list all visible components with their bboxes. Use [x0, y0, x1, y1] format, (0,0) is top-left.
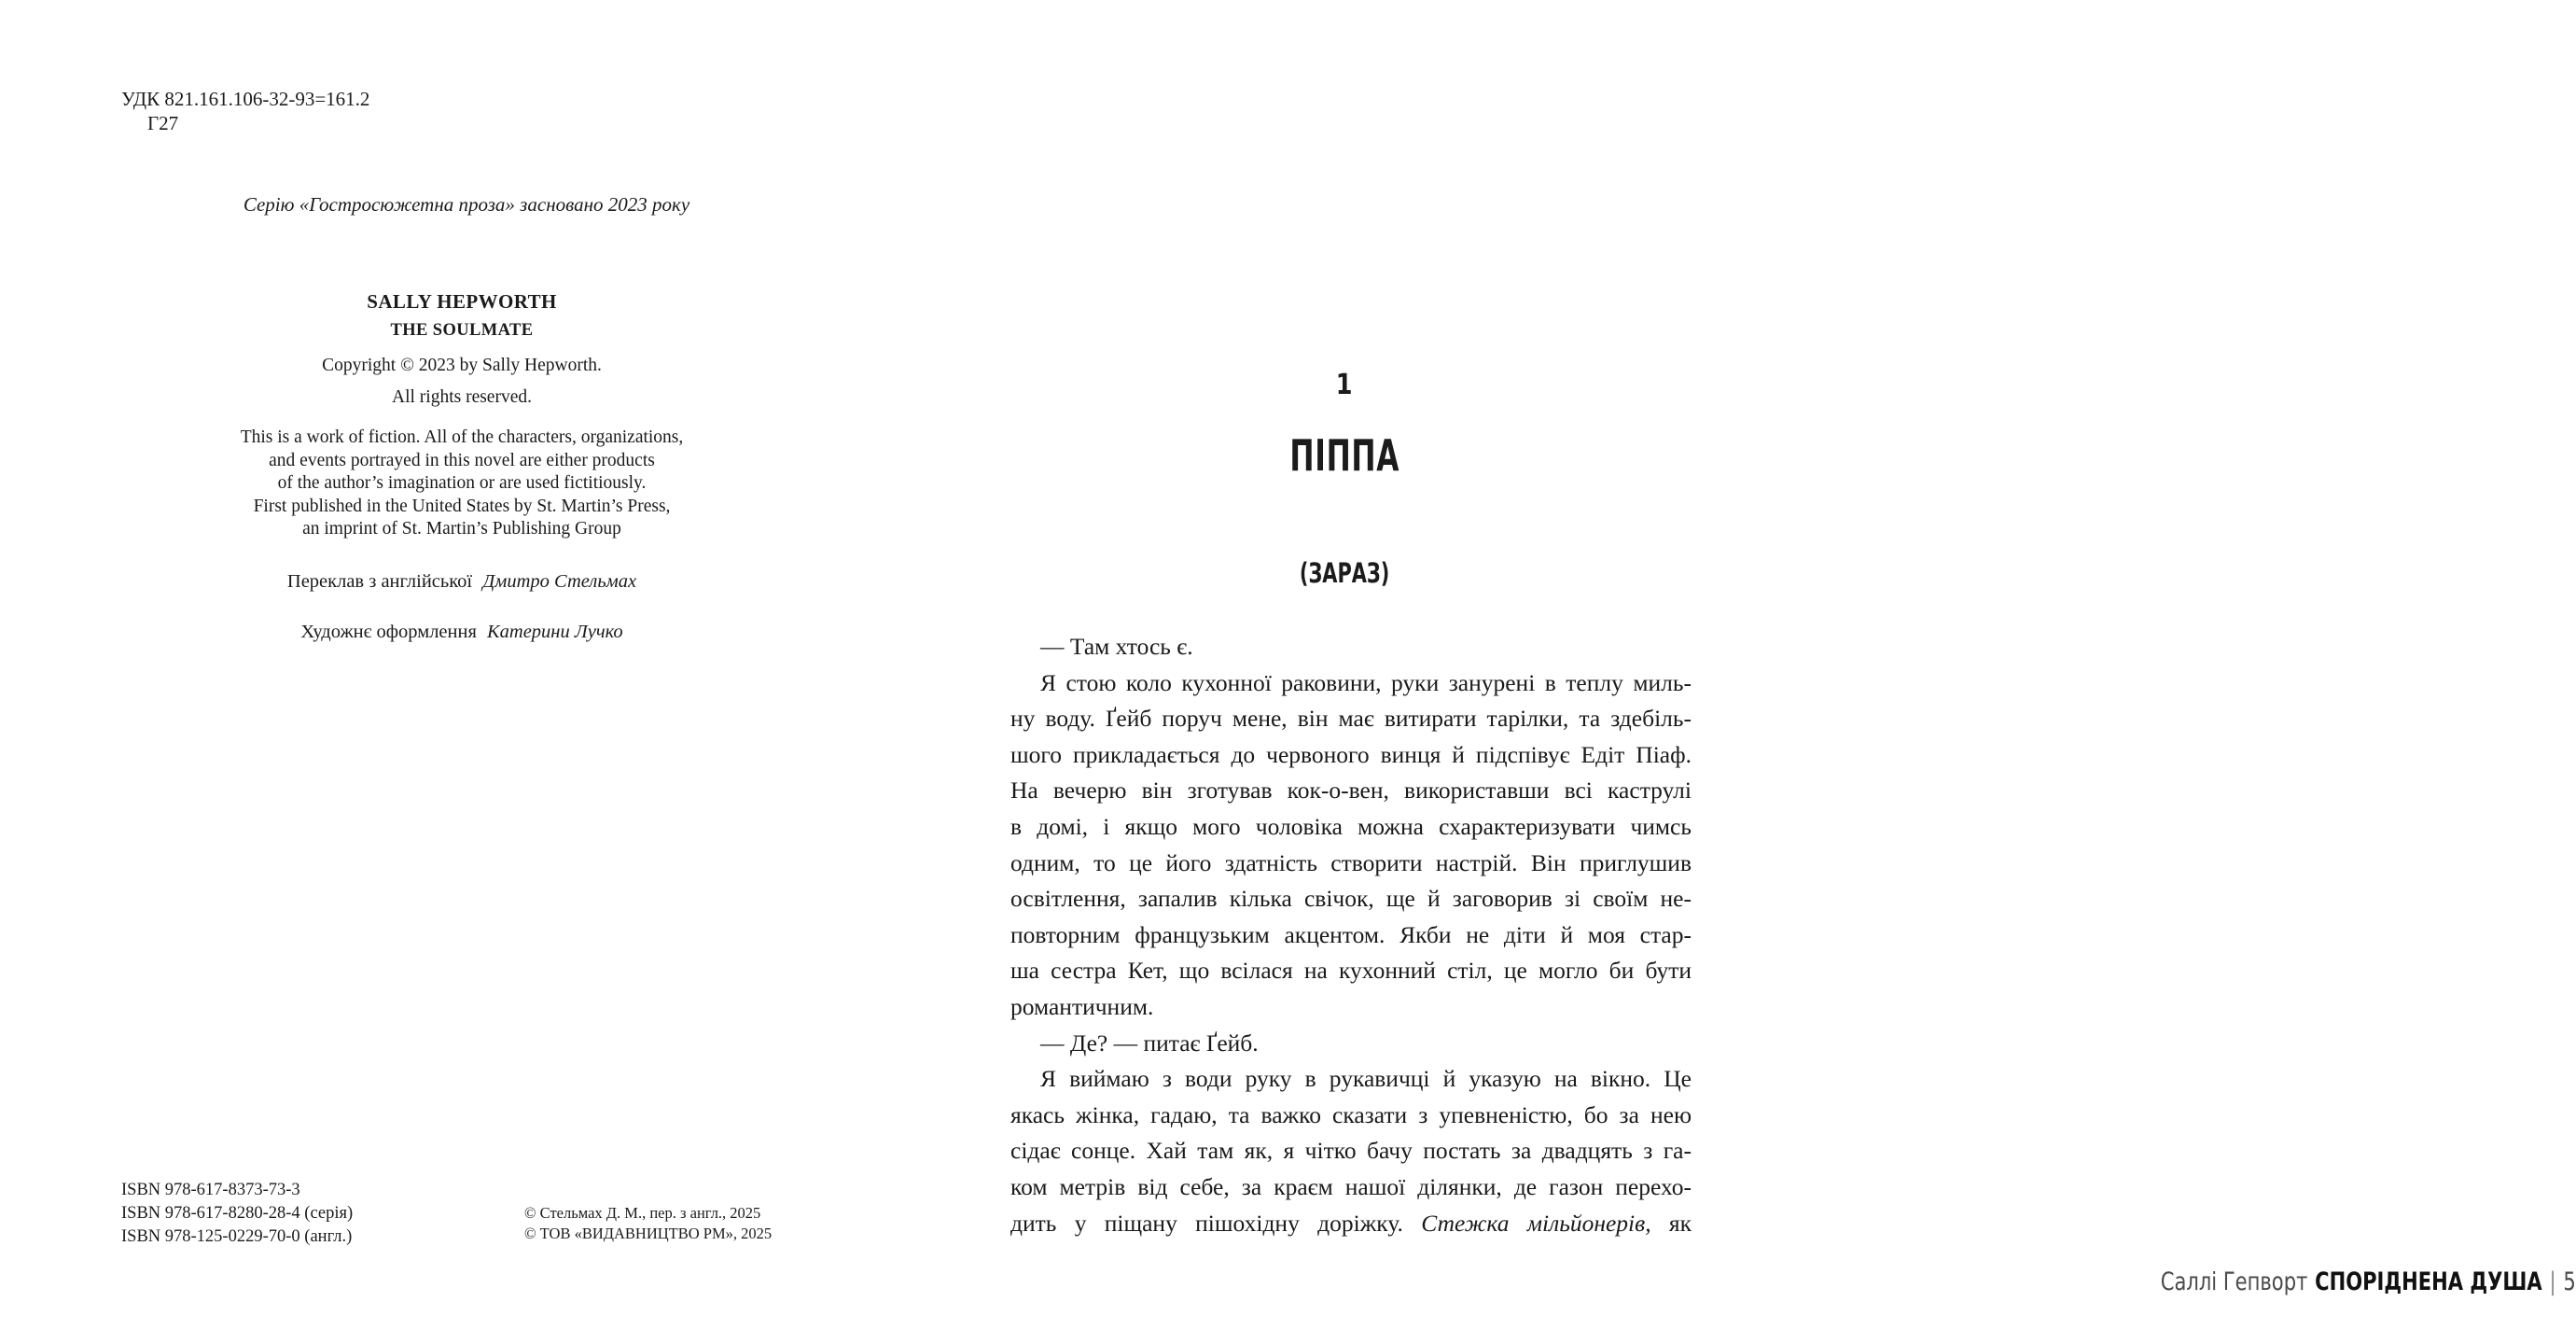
fiction-note-line: This is a work of fiction. All of the characters, organizations,: [240, 427, 684, 447]
fiction-note-line: and events portrayed in this novel are either products: [269, 450, 655, 470]
translator-name: Дмитро Стельмах: [482, 571, 637, 592]
isbn-line: ISBN 978-617-8373-73-3: [121, 1181, 300, 1199]
isbn-block: [121, 1179, 353, 1249]
author-code: Г27: [147, 112, 179, 134]
udk-block: [121, 87, 369, 135]
left-page: [0, 0, 896, 1344]
text-line: шого прикладається до червоного винця й підспівує Едіт Піаф.: [1010, 740, 1692, 768]
text-line: Я виймаю з води руку в рукавичці й указую на вікно. Це: [1040, 1065, 1692, 1093]
chapter-number: 1: [1335, 369, 1353, 401]
copyright-notice: © Стельмах Д. М., пер. з англ., 2025: [524, 1204, 761, 1222]
design-credit: [196, 619, 728, 645]
footer-separator: |: [2549, 1267, 2556, 1296]
copyright-line: Copyright © 2023 by Sally Hepworth.: [322, 356, 602, 375]
original-title: THE SOULMATE: [390, 321, 534, 340]
text-line: повторним французьким акцентом. Якби не діти й моя стар-: [1010, 920, 1692, 948]
text-line: сідає сонце. Хай там як, я чітко бачу постать за двадцять з га-: [1010, 1137, 1692, 1165]
copyright-notice: © ТОВ «ВИДАВНИЦТВО РМ», 2025: [524, 1224, 773, 1242]
chapter-body-text: [1010, 629, 1692, 1241]
design-label: Художнє оформлення: [300, 622, 477, 642]
text-line: На вечерю він зготував кок-о-вен, використавши всі каструлі: [1010, 777, 1692, 805]
text-line: романтичним.: [1010, 992, 1154, 1020]
text-line: ша сестра Кет, що всілася на кухонний стіл, це могло би бути: [1010, 957, 1692, 985]
rights-line: All rights reserved.: [391, 387, 532, 407]
fiction-note-line: an imprint of St. Martin’s Publishing Group: [302, 519, 621, 539]
translator-credit: [196, 568, 728, 595]
chapter-subtitle: (ЗАРАЗ): [1299, 557, 1390, 589]
text-line: ну воду. Ґейб поруч мене, він має витирати тарілки, та здебіль-: [1010, 705, 1692, 733]
text-line: ком метрів від себе, за краєм нашої ділянки, де газон перехо-: [1010, 1172, 1692, 1200]
translator-label: Переклав з англійської: [286, 571, 473, 592]
footer-book-title: СПОРІДНЕНА ДУША: [2315, 1267, 2542, 1296]
text-line: освітлення, запалив кілька свічок, ще й заговорив зі своїм не-: [1010, 885, 1692, 913]
isbn-line: ISBN 978-617-8280-28-4 (серія): [121, 1204, 354, 1223]
original-author: SALLY HEPWORTH: [367, 290, 557, 313]
fiction-note: [196, 427, 728, 541]
text-fragment: дить у піщану пішохідну доріжку.: [1010, 1209, 1403, 1237]
text-line: — Де? — питає Ґейб.: [1040, 1029, 1259, 1057]
designer-name: Катерини Лучко: [487, 622, 623, 642]
running-footer: [2110, 1266, 2576, 1299]
udk-code: УДК 821.161.106-32-93=161.2: [121, 88, 370, 110]
copyright-block: [524, 1203, 772, 1243]
text-line: якась жінка, гадаю, та важко сказати з упевненістю, бо за нею: [1010, 1100, 1692, 1128]
text-line: — Там хтось є.: [1040, 633, 1193, 660]
isbn-line: ISBN 978-125-0229-70-0 (англ.): [121, 1227, 353, 1246]
footer-author: Саллі Гепворт: [2160, 1267, 2308, 1296]
italic-phrase: Стежка мільйонерів,: [1421, 1209, 1651, 1237]
text-line: в домі, і якщо мого чоловіка можна схарактеризувати чимсь: [1010, 812, 1692, 840]
fiction-note-line: First published in the United States by St. Martin’s Press,: [253, 496, 671, 516]
text-line: [1010, 1206, 1692, 1242]
series-note: Серію «Гостросюжетна проза» засновано 2023 року: [243, 193, 690, 216]
text-line: Я стою коло кухонної раковини, руки занурені в теплу миль-: [1040, 668, 1692, 696]
chapter-title: ПІППА: [1289, 430, 1400, 481]
text-line: одним, то це його здатність створити настрій. Він приглушив: [1010, 848, 1692, 876]
text-fragment: як: [1668, 1209, 1692, 1237]
page-number: 5: [2563, 1267, 2576, 1296]
fiction-note-line: of the author’s imagination or are used fictitiously.: [277, 473, 647, 493]
